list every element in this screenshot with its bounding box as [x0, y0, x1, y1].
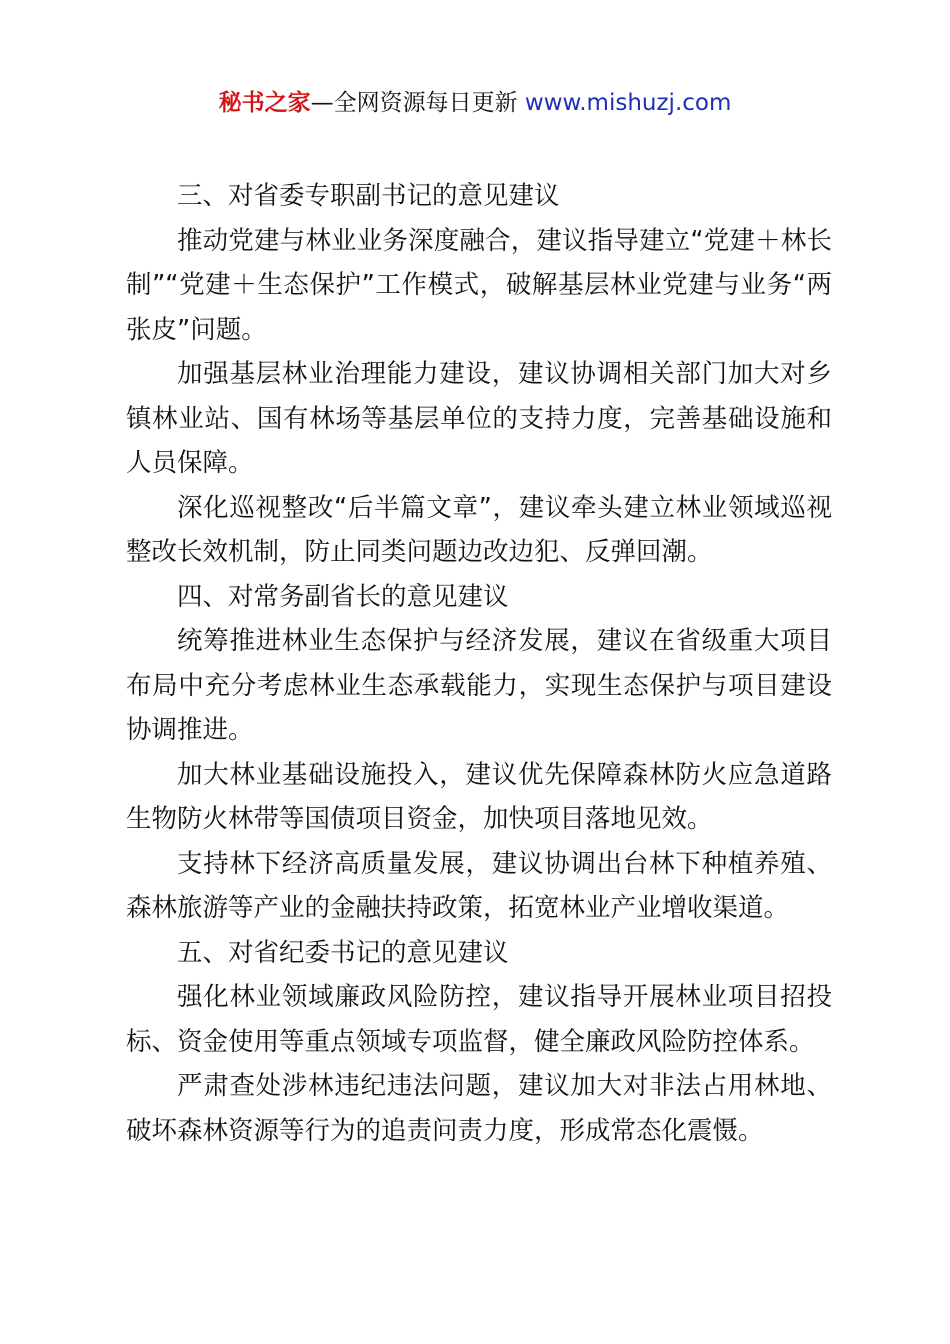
paragraph: 深化巡视整改“后半篇文章”，建议牵头建立林业领域巡视整改长效机制，防止同类问题边改边犯、反弹回潮。 [126, 492, 832, 567]
header-tagline: —全网资源每日更新 [310, 90, 525, 116]
paragraph: 支持林下经济高质量发展，建议协调出台林下种植养殖、森林旅游等产业的金融扶持政策，拓宽林业产业增收渠道。 [126, 848, 832, 923]
section-heading-5: 五、对省纪委书记的意见建议 [177, 937, 509, 968]
paragraph: 严肃查处涉林违纪违法问题，建议加大对非法占用林地、破坏森林资源等行为的追责问责力度，形成常态化震慑。 [126, 1071, 832, 1146]
document-body [126, 174, 832, 1153]
paragraph: 统筹推进林业生态保护与经济发展，建议在省级重大项目布局中充分考虑林业生态承载能力，实现生态保护与项目建设协调推进。 [126, 626, 832, 745]
section-heading-3: 三、对省委专职副书记的意见建议 [177, 181, 560, 211]
header-url: www.mishuzj.com [524, 90, 732, 116]
paragraph: 推动党建与林业业务深度融合，建议指导建立“党建＋林长制”“党建＋生态保护”工作模式，破解基层林业党建与业务“两张皮”问题。 [126, 225, 832, 345]
section-heading-4: 四、对常务副省长的意见建议 [177, 581, 509, 612]
paragraph: 加大林业基础设施投入，建议优先保障森林防火应急道路生物防火林带等国债项目资金，加快项目落地见效。 [126, 759, 832, 834]
paragraph: 加强基层林业治理能力建设，建议协调相关部门加大对乡镇林业站、国有林场等基层单位的支持力度，完善基础设施和人员保障。 [126, 359, 832, 478]
page-header [0, 86, 950, 120]
brand-name: 秘书之家 [218, 90, 311, 116]
paragraph: 强化林业领域廉政风险防控，建议指导开展林业项目招投标、资金使用等重点领域专项监督，健全廉政风险防控体系。 [126, 982, 832, 1057]
